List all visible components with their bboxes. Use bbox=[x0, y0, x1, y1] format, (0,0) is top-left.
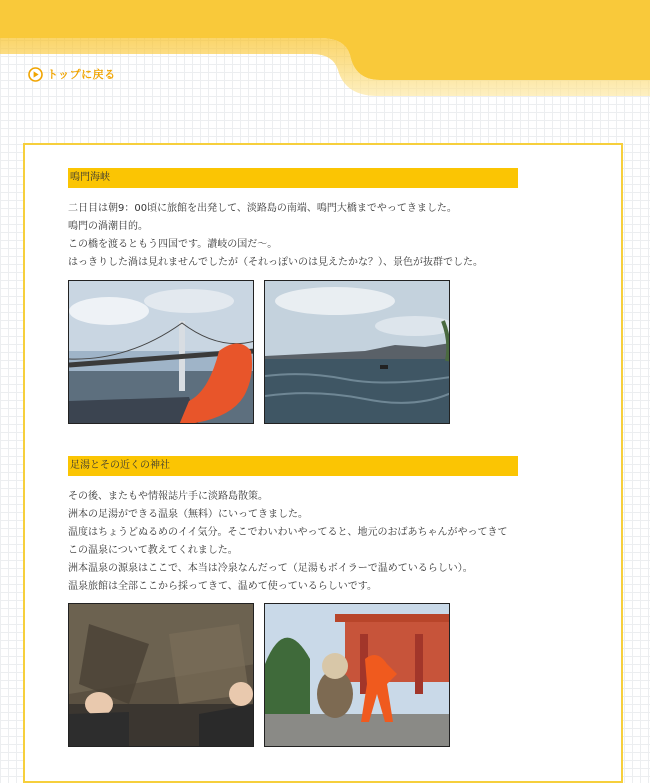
photo-naruto-bridge bbox=[68, 280, 254, 424]
play-circle-icon bbox=[28, 67, 43, 82]
section-ashiyu bbox=[68, 456, 548, 596]
section-heading: 鳴門海峡 bbox=[68, 168, 518, 188]
body-line: この温泉について教えてくれました。 bbox=[68, 545, 238, 556]
header-band bbox=[0, 0, 650, 110]
section-heading: 足湯とその近くの神社 bbox=[68, 456, 518, 476]
body-line: 洲本温泉の源泉はここで、本当は冷泉なんだって（足湯もボイラーで温めているらしい）。 bbox=[68, 563, 473, 574]
section-naruto bbox=[68, 168, 548, 272]
photo-naruto-strait bbox=[264, 280, 450, 424]
section-body bbox=[68, 200, 548, 272]
section-body bbox=[68, 488, 548, 596]
body-line: 温度はちょうどぬるめのイイ気分。そこでわいわいやってると、地元のおばあちゃんがやってきて bbox=[68, 527, 508, 538]
body-line: 鳴門の渦潮目的。 bbox=[68, 221, 148, 232]
back-to-top-label: トップに戻る bbox=[47, 68, 116, 81]
photo-shrine bbox=[264, 603, 450, 747]
photo-footbath bbox=[68, 603, 254, 747]
body-line: この橋を渡るともう四国です。讃岐の国だ〜。 bbox=[68, 239, 278, 250]
content-panel bbox=[23, 143, 623, 783]
back-to-top-link[interactable] bbox=[28, 66, 116, 82]
body-line: 洲本の足湯ができる温泉（無料）にいってきました。 bbox=[68, 509, 308, 520]
body-line: その後、またもや情報誌片手に淡路島散策。 bbox=[68, 491, 268, 502]
body-line: 二日目は朝9：00頃に旅館を出発して、淡路島の南端、鳴門大橋までやってきました。 bbox=[68, 203, 457, 214]
body-line: 温泉旅館は全部ここから採ってきて、温めて使っているらしいです。 bbox=[68, 581, 377, 592]
body-line: はっきりした渦は見れませんでしたが（それっぽいのは見えたかな？）、景色が抜群でした。 bbox=[68, 257, 483, 268]
